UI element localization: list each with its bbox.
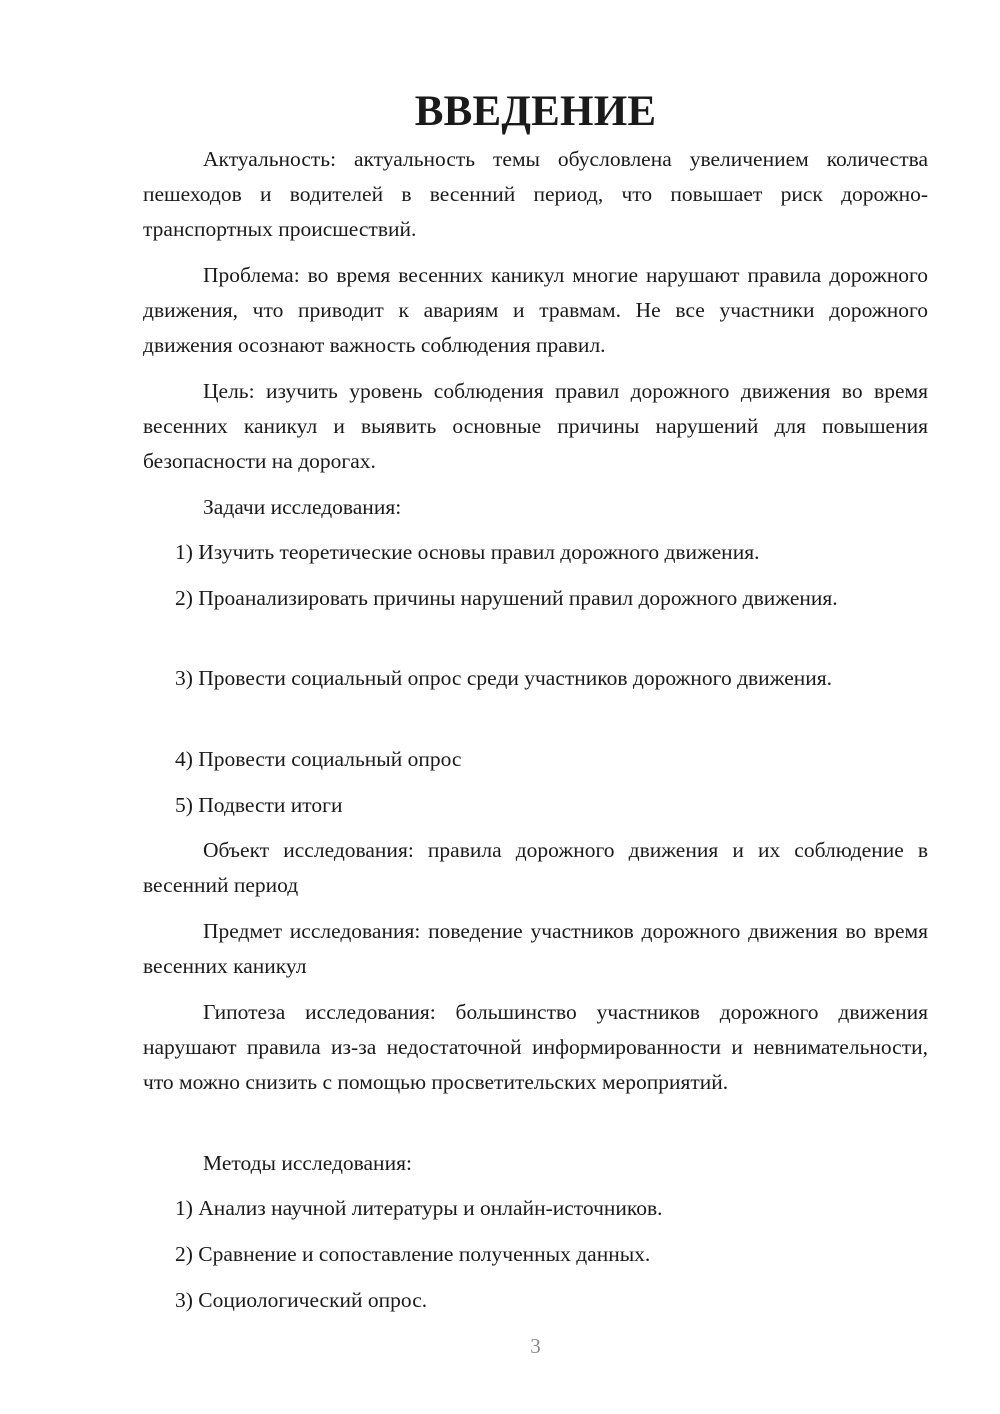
subject-paragraph: Предмет исследования: поведение участников дорожного движения во время весенних каникул	[143, 919, 928, 978]
task-item: 2) Проанализировать причины нарушений правил дорожного движения.	[175, 586, 838, 610]
method-item: 3) Социологический опрос.	[175, 1288, 428, 1312]
relevance-paragraph: Актуальность: актуальность темы обусловлена увеличением количества пешеходов и водителей в весенний период, что повышает риск дорожно-транспортных происшествий.	[143, 147, 928, 241]
object-paragraph: Объект исследования: правила дорожного движения и их соблюдение в весенний период	[143, 838, 928, 897]
goal-paragraph: Цель: изучить уровень соблюдения правил дорожного движения во время весенних каникул и выявить основные причины нарушений для повышения безопасности на дорогах.	[143, 379, 928, 473]
tasks-heading: Задачи исследования:	[203, 495, 402, 519]
document-page	[143, 0, 928, 1414]
task-item: 4) Провести социальный опрос	[175, 747, 462, 771]
hypothesis-paragraph: Гипотеза исследования: большинство участников дорожного движения нарушают правила из-за недостаточной информированности и невнимательности, что можно снизить с помощью просветительских мероприятий.	[143, 1000, 928, 1094]
problem-paragraph: Проблема: во время весенних каникул многие нарушают правила дорожного движения, что приводит к авариям и травмам. Не все участники дорожного движения осознают важность соблюдения правил.	[143, 263, 928, 357]
method-item: 2) Сравнение и сопоставление полученных данных.	[175, 1242, 651, 1266]
method-item: 1) Анализ научной литературы и онлайн-источников.	[175, 1196, 663, 1220]
page-title: ВВЕДЕНИЕ	[414, 88, 657, 135]
task-item: 5) Подвести итоги	[175, 793, 343, 817]
page-number: 3	[530, 1334, 541, 1358]
task-item: 3) Провести социальный опрос среди участников дорожного движения.	[175, 666, 833, 690]
methods-heading: Методы исследования:	[203, 1151, 412, 1175]
task-item: 1) Изучить теоретические основы правил дорожного движения.	[175, 540, 760, 564]
